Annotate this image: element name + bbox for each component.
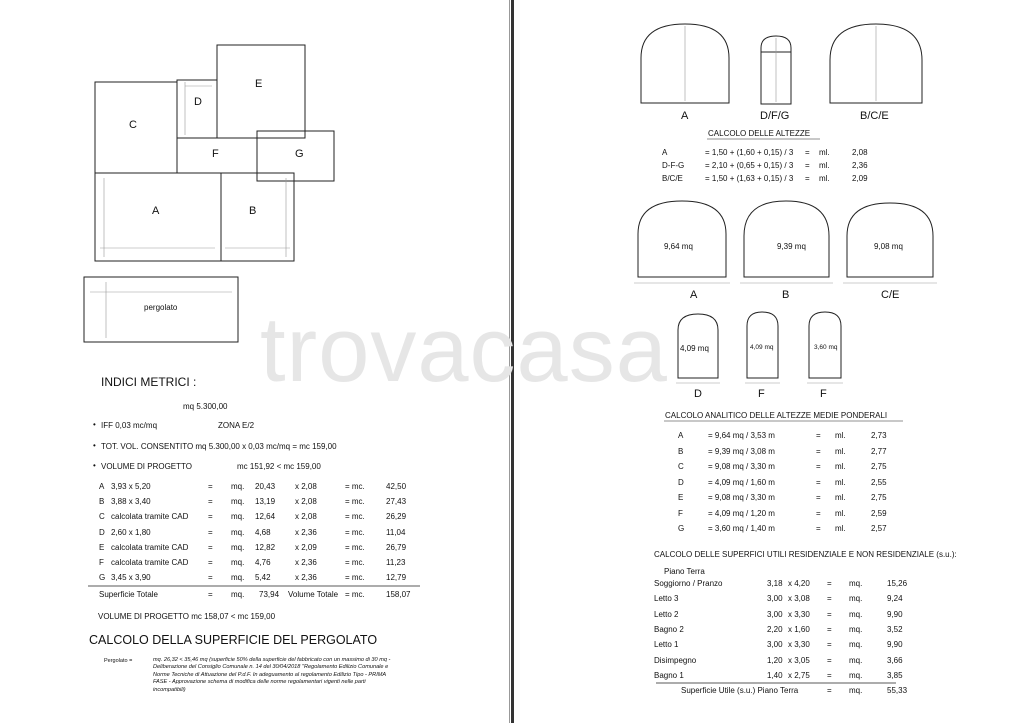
altezze-id: D-F-G bbox=[662, 161, 685, 170]
room-label-g: G bbox=[295, 148, 304, 160]
altezze-formula: = 1,50 + (1,60 + 0,15) / 3 bbox=[705, 148, 794, 157]
superfici-value: 9,90 bbox=[887, 640, 903, 650]
superficie-utile-value: 55,33 bbox=[887, 686, 908, 695]
calc-row-dims: 3,88 x 3,40 bbox=[111, 497, 151, 507]
calc-row-factor: x 2,08 bbox=[295, 512, 317, 522]
medie-id: E bbox=[678, 493, 684, 502]
room-label-c: C bbox=[129, 119, 137, 131]
medie-value: 2,57 bbox=[871, 524, 887, 533]
altezze-formula: = 1,50 + (1,63 + 0,15) / 3 bbox=[705, 174, 794, 183]
iff-label: IFF 0,03 mc/mq bbox=[101, 421, 158, 430]
superfici-a: 1,40 bbox=[767, 670, 783, 680]
superfici-a: 2,20 bbox=[767, 624, 783, 634]
superfici-unit: mq. bbox=[849, 594, 863, 604]
room-label-e: E bbox=[255, 78, 263, 90]
medie-formula: = 9,08 mq / 3,30 m bbox=[708, 493, 775, 502]
superfici-unit: mq. bbox=[849, 624, 863, 634]
calc-row-eq-mc: = mc. bbox=[345, 497, 365, 507]
room-label-d: D bbox=[194, 96, 202, 108]
medie-eq: = bbox=[816, 462, 821, 471]
calc-row-volume: 11,04 bbox=[386, 527, 406, 537]
calc-row-id: D bbox=[99, 527, 105, 537]
big-arch-label: A bbox=[690, 289, 698, 301]
medie-value: 2,77 bbox=[871, 446, 887, 456]
pergolato-note-line: FASE - Approvazione schema di modifica delle norme regolamentari vigenti nelle parti bbox=[153, 679, 366, 686]
calc-row-dims: 3,45 x 3,90 bbox=[111, 573, 151, 583]
medie-formula: = 9,64 mq / 3,53 m bbox=[708, 431, 775, 440]
medie-value: 2,75 bbox=[871, 462, 887, 471]
altezze-eq: = bbox=[805, 161, 810, 170]
superfici-name: Soggiorno / Pranzo bbox=[654, 579, 723, 588]
room-label-b: B bbox=[249, 205, 257, 217]
superfici-value: 3,66 bbox=[887, 655, 903, 665]
calc-row-eq-mc: = mc. bbox=[345, 558, 365, 567]
medie-id: F bbox=[678, 508, 683, 518]
superfici-unit: mq. bbox=[849, 640, 863, 650]
calc-row-id: G bbox=[99, 573, 106, 583]
volume-totale-value: 158,07 bbox=[386, 590, 411, 599]
superfici-b: x 4,20 bbox=[788, 579, 810, 588]
superfici-b: x 3,30 bbox=[788, 609, 810, 619]
superfici-unit: mq. bbox=[849, 579, 863, 588]
calc-row-id: F bbox=[99, 558, 104, 567]
superfici-a: 3,00 bbox=[767, 640, 783, 650]
calc-row-factor: x 2,08 bbox=[295, 482, 317, 491]
superfici-a: 1,20 bbox=[767, 655, 783, 665]
arch-label: D/F/G bbox=[760, 110, 790, 122]
big-arch-area: 9,08 mq bbox=[874, 242, 903, 251]
small-arch-label: F bbox=[758, 388, 765, 400]
calc-row-eq-mc: = mc. bbox=[345, 527, 365, 537]
calc-row-area: 4,76 bbox=[255, 558, 271, 567]
calc-row-id: B bbox=[99, 497, 105, 507]
superfici-b: x 3,08 bbox=[788, 594, 810, 604]
calc-row-volume: 42,50 bbox=[386, 482, 407, 491]
superfici-name: Letto 1 bbox=[654, 640, 679, 650]
calc-row-volume: 11,23 bbox=[386, 558, 406, 567]
medie-eq: = bbox=[816, 431, 821, 440]
medie-unit: ml. bbox=[835, 462, 846, 471]
calc-row-factor: x 2,36 bbox=[295, 573, 317, 583]
calc-row-volume: 12,79 bbox=[386, 573, 407, 583]
altezze-title: CALCOLO DELLE ALTEZZE bbox=[708, 129, 811, 138]
calc-row-area: 4,68 bbox=[255, 527, 271, 537]
calc-row-eq-mc: = mc. bbox=[345, 573, 365, 583]
calc-row-volume: 26,29 bbox=[386, 512, 407, 522]
area-value: mq 5.300,00 bbox=[183, 402, 228, 411]
calc-row-unit: mq. bbox=[231, 542, 245, 552]
zona-label: ZONA E/2 bbox=[218, 421, 255, 430]
medie-formula: = 4,09 mq / 1,60 m bbox=[708, 477, 775, 487]
volume-progetto-label: VOLUME DI PROGETTO bbox=[101, 462, 192, 471]
calc-row-factor: x 2,08 bbox=[295, 497, 317, 507]
medie-eq: = bbox=[816, 446, 821, 456]
calc-row-eq-mc: = mc. bbox=[345, 512, 365, 522]
superfici-b: x 3,05 bbox=[788, 655, 810, 665]
superficie-totale-unit: mq. bbox=[231, 590, 245, 599]
medie-eq: = bbox=[816, 493, 821, 502]
superfici-unit: mq. bbox=[849, 655, 863, 665]
calc-row-eq-mc: = mc. bbox=[345, 542, 365, 552]
superfici-value: 9,90 bbox=[887, 609, 903, 619]
superfici-a: 3,00 bbox=[767, 594, 783, 604]
altezze-formula: = 2,10 + (0,65 + 0,15) / 3 bbox=[705, 161, 794, 170]
calc-row-volume: 26,79 bbox=[386, 542, 407, 552]
altezze-unit: ml. bbox=[819, 161, 830, 170]
calc-row-factor: x 2,36 bbox=[295, 558, 317, 567]
altezze-unit: ml. bbox=[819, 174, 830, 183]
small-arch-label: F bbox=[820, 388, 827, 400]
calc-row-area: 20,43 bbox=[255, 482, 276, 491]
piano-terra-label: Piano Terra bbox=[664, 567, 705, 576]
calc-row-dims: calcolata tramite CAD bbox=[111, 512, 189, 522]
watermark-logo: trovacasa bbox=[260, 299, 668, 401]
superfici-a: 3,18 bbox=[767, 579, 783, 588]
volume-progetto-value: mc 151,92 < mc 159,00 bbox=[237, 462, 321, 471]
superfici-name: Letto 3 bbox=[654, 594, 679, 604]
calc-row-dims: 3,93 x 5,20 bbox=[111, 482, 151, 491]
superfici-value: 15,26 bbox=[887, 579, 908, 588]
medie-value: 2,75 bbox=[871, 493, 887, 502]
big-arch-area: 9,64 mq bbox=[664, 242, 693, 251]
room-label-f: F bbox=[212, 148, 219, 160]
medie-unit: ml. bbox=[835, 446, 846, 456]
calc-row-dims: calcolata tramite CAD bbox=[111, 542, 189, 552]
room-e-outline bbox=[217, 45, 305, 138]
medie-value: 2,73 bbox=[871, 431, 887, 440]
arch-label: B/C/E bbox=[860, 110, 889, 122]
pergolato-section-title: CALCOLO DELLA SUPERFICIE DEL PERGOLATO bbox=[89, 633, 378, 647]
calc-row-eq: = bbox=[208, 542, 213, 552]
superfici-unit: mq. bbox=[849, 670, 863, 680]
superficie-totale-label: Superficie Totale bbox=[99, 590, 158, 599]
superfici-b: x 2,75 bbox=[788, 670, 810, 680]
superficie-utile-eq: = bbox=[827, 686, 832, 695]
calc-row-unit: mq. bbox=[231, 558, 245, 567]
altezze-value: 2,08 bbox=[852, 148, 868, 157]
calc-row-unit: mq. bbox=[231, 497, 245, 507]
superfici-eq: = bbox=[827, 624, 832, 634]
medie-id: G bbox=[678, 524, 685, 533]
medie-unit: ml. bbox=[835, 431, 846, 440]
medie-id: D bbox=[678, 477, 684, 487]
calc-row-eq: = bbox=[208, 573, 213, 583]
medie-eq: = bbox=[816, 477, 821, 487]
volume-totale-eq: = mc. bbox=[345, 590, 365, 599]
altezze-unit: ml. bbox=[819, 148, 830, 157]
medie-unit: ml. bbox=[835, 493, 846, 502]
volume-progetto-final: VOLUME DI PROGETTO mc 158,07 < mc 159,00 bbox=[98, 612, 276, 621]
medie-value: 2,55 bbox=[871, 477, 887, 487]
pergolato-note-line: Norme Tecniche di Attuazione del P.d.F. In adeguamento al regolamento Edilizio Tipo - PRIMA bbox=[153, 671, 387, 678]
arch-a-area bbox=[638, 201, 726, 277]
room-d-outline bbox=[177, 80, 217, 138]
medie-unit: ml. bbox=[835, 508, 846, 518]
calc-row-id: A bbox=[99, 482, 105, 491]
small-arch-area: 3,60 mq bbox=[814, 344, 838, 351]
superficie-utile-label: Superficie Utile (s.u.) Piano Terra bbox=[681, 686, 799, 695]
pergola-label: pergolato bbox=[144, 303, 178, 312]
calc-row-unit: mq. bbox=[231, 512, 245, 522]
calc-row-area: 12,82 bbox=[255, 542, 276, 552]
superfici-value: 3,52 bbox=[887, 624, 903, 634]
altezze-id: B/C/E bbox=[662, 174, 683, 183]
medie-title: CALCOLO ANALITICO DELLE ALTEZZE MEDIE PONDERALI bbox=[665, 411, 888, 420]
superfici-unit: mq. bbox=[849, 609, 863, 619]
pergolato-note-line: Deliberazione del Consiglio Comunale n. 14 del 30/04/2018 "Regolamento Edilizio Comunale e bbox=[153, 664, 389, 671]
superficie-totale-eq: = bbox=[208, 590, 213, 599]
medie-eq: = bbox=[816, 524, 821, 533]
medie-id: C bbox=[678, 462, 684, 471]
calc-row-eq: = bbox=[208, 558, 213, 567]
superfici-a: 3,00 bbox=[767, 609, 783, 619]
bullet-dot: • bbox=[93, 420, 96, 429]
volume-totale-label: Volume Totale bbox=[288, 590, 339, 599]
superficie-totale-value: 73,94 bbox=[259, 590, 280, 599]
calc-row-eq: = bbox=[208, 512, 213, 522]
calc-row-unit: mq. bbox=[231, 527, 245, 537]
medie-eq: = bbox=[816, 508, 821, 518]
superfici-eq: = bbox=[827, 609, 832, 619]
calc-row-area: 13,19 bbox=[255, 497, 276, 507]
pergolato-bullet: Pergolato = bbox=[104, 658, 133, 664]
arch-label: A bbox=[681, 110, 689, 122]
medie-id: B bbox=[678, 446, 684, 456]
small-arch-label: D bbox=[694, 388, 702, 400]
indici-metrici-title: INDICI METRICI : bbox=[101, 375, 197, 389]
superficie-utile-unit: mq. bbox=[849, 686, 863, 695]
superfici-name: Letto 2 bbox=[654, 609, 679, 619]
calc-row-unit: mq. bbox=[231, 482, 245, 491]
altezze-eq: = bbox=[805, 148, 810, 157]
big-arch-area: 9,39 mq bbox=[777, 242, 806, 251]
superfici-b: x 1,60 bbox=[788, 624, 810, 634]
calc-row-eq: = bbox=[208, 497, 213, 507]
superfici-eq: = bbox=[827, 594, 832, 604]
superfici-eq: = bbox=[827, 579, 832, 588]
superfici-b: x 3,30 bbox=[788, 640, 810, 650]
medie-formula: = 4,09 mq / 1,20 m bbox=[708, 508, 775, 518]
small-arch-area: 4,09 mq bbox=[750, 344, 774, 351]
calc-row-volume: 27,43 bbox=[386, 497, 407, 507]
calc-row-area: 5,42 bbox=[255, 573, 271, 583]
superfici-name: Bagno 2 bbox=[654, 624, 684, 634]
medie-formula: = 3,60 mq / 1,40 m bbox=[708, 524, 775, 533]
calc-row-id: E bbox=[99, 542, 105, 552]
calc-row-eq: = bbox=[208, 527, 213, 537]
bullet-dot: • bbox=[93, 461, 96, 470]
superfici-eq: = bbox=[827, 655, 832, 665]
superfici-name: Disimpegno bbox=[654, 655, 697, 665]
altezze-value: 2,09 bbox=[852, 174, 868, 183]
pergolato-note-line: mq. 26,32 < 35,46 mq (superficie 50% della superficie del fabbricato con un massimo di 30 mq - bbox=[153, 657, 391, 663]
altezze-value: 2,36 bbox=[852, 161, 868, 170]
calc-row-area: 12,64 bbox=[255, 512, 276, 522]
pergolato-note-line: incompatibili) bbox=[153, 686, 186, 693]
medie-unit: ml. bbox=[835, 477, 846, 487]
arch-b-area bbox=[744, 201, 829, 277]
altezze-eq: = bbox=[805, 174, 810, 183]
arch-ce-area bbox=[847, 203, 933, 277]
medie-formula: = 9,08 mq / 3,30 m bbox=[708, 462, 775, 471]
calc-row-dims: calcolata tramite CAD bbox=[111, 558, 189, 567]
big-arch-label: C/E bbox=[881, 289, 900, 301]
small-arch-area: 4,09 mq bbox=[680, 344, 709, 353]
superfici-title: CALCOLO DELLE SUPERFICI UTILI RESIDENZIALE E NON RESIDENZIALE (s.u.): bbox=[654, 550, 957, 559]
medie-value: 2,59 bbox=[871, 508, 887, 518]
superfici-eq: = bbox=[827, 640, 832, 650]
altezze-id: A bbox=[662, 148, 668, 157]
calc-row-unit: mq. bbox=[231, 573, 245, 583]
big-arch-label: B bbox=[782, 289, 790, 301]
superfici-name: Bagno 1 bbox=[654, 670, 684, 680]
medie-unit: ml. bbox=[835, 524, 846, 533]
bullet-dot: • bbox=[93, 441, 96, 450]
tot-vol-consentito: TOT. VOL. CONSENTITO mq 5.300,00 x 0,03 mc/mq = mc 159,00 bbox=[101, 442, 337, 451]
calc-row-factor: x 2,36 bbox=[295, 527, 317, 537]
calc-row-eq-mc: = mc. bbox=[345, 482, 365, 491]
medie-formula: = 9,39 mq / 3,08 m bbox=[708, 446, 775, 456]
calc-row-id: C bbox=[99, 512, 105, 522]
superfici-value: 9,24 bbox=[887, 594, 903, 604]
medie-id: A bbox=[678, 431, 684, 440]
calc-row-dims: 2,60 x 1,80 bbox=[111, 527, 151, 537]
calc-row-factor: x 2,09 bbox=[295, 542, 317, 552]
superfici-value: 3,85 bbox=[887, 670, 903, 680]
room-label-a: A bbox=[152, 205, 160, 217]
superfici-eq: = bbox=[827, 670, 832, 680]
calc-row-eq: = bbox=[208, 482, 213, 491]
